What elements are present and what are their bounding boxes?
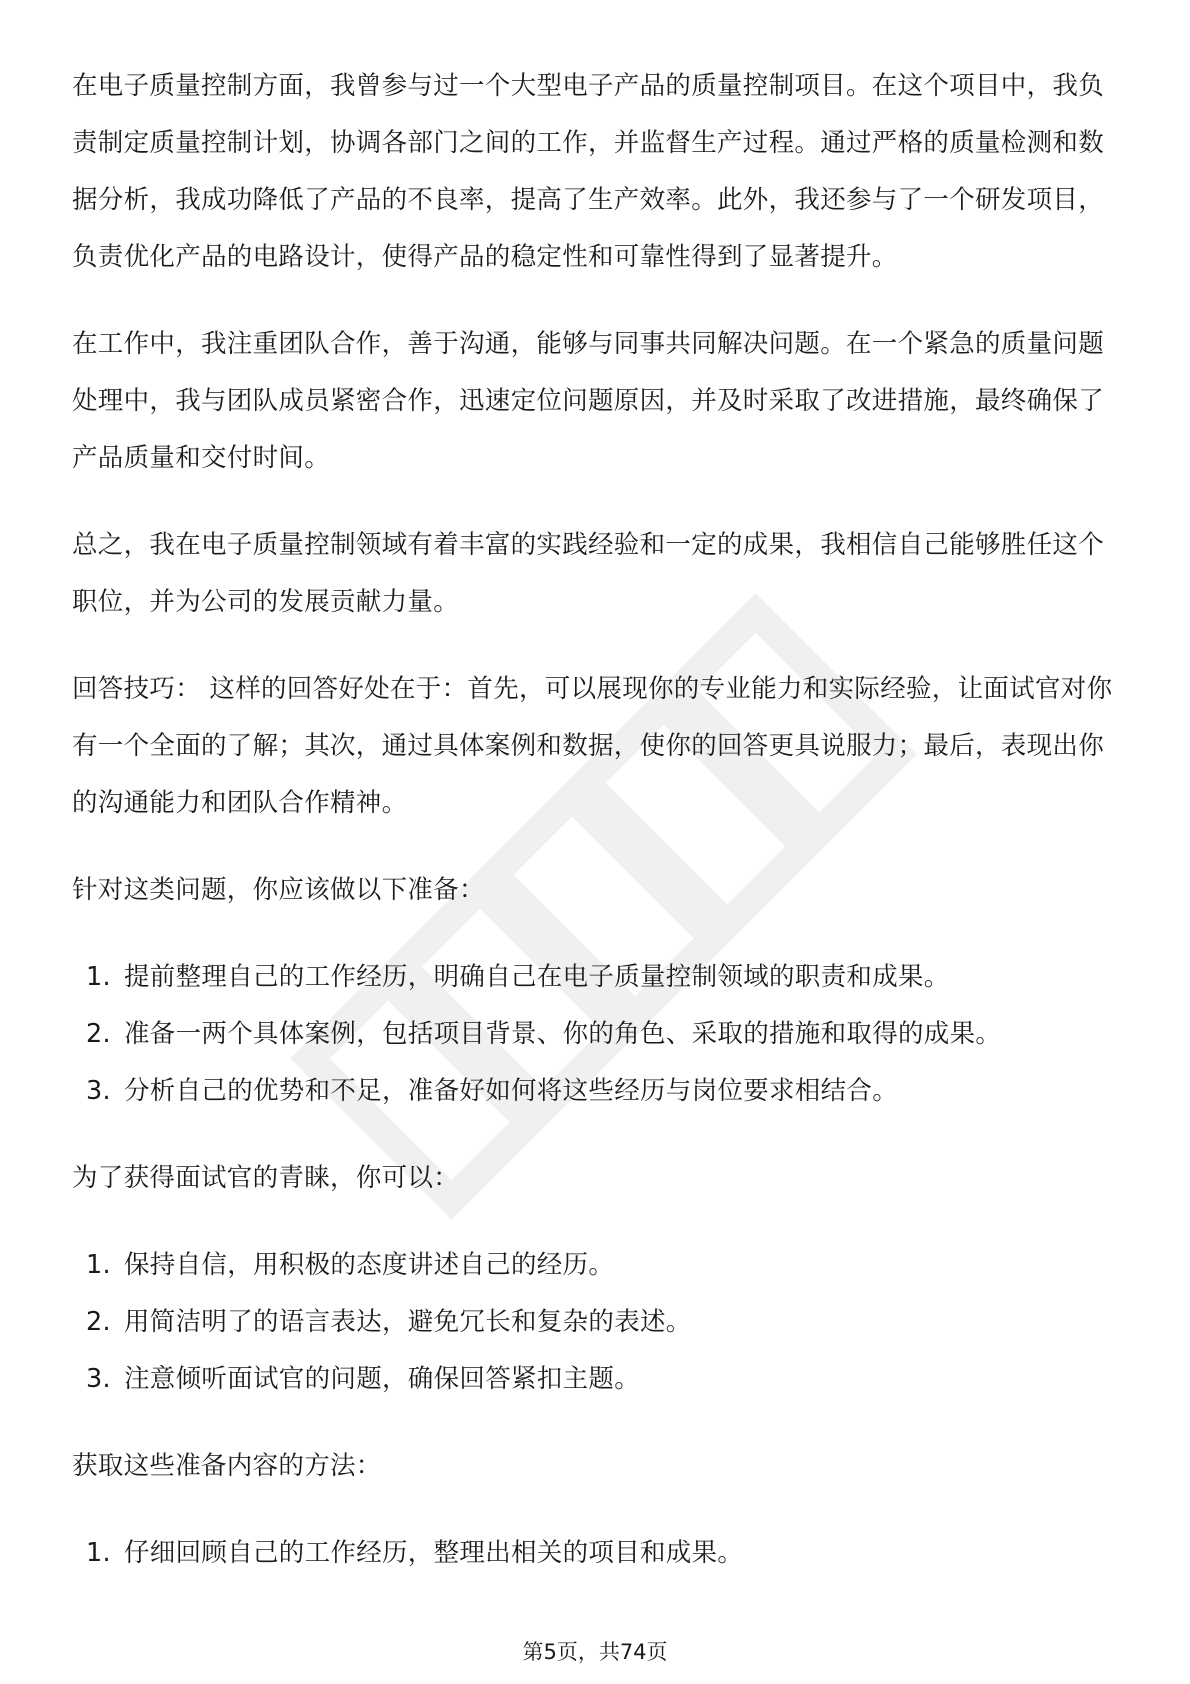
page-number-footer: 第5页，共74页: [522, 1640, 668, 1664]
list-item-text: 保持自信，用积极的态度讲述自己的经历。: [124, 1250, 615, 1280]
paragraph-summary: 总之，我在电子质量控制领域有着丰富的实践经验和一定的成果，我相信自己能够胜任这个职位，并为公司的发展贡献力量。: [72, 530, 1105, 617]
list-item-text: 分析自己的优势和不足，准备好如何将这些经历与岗位要求相结合。: [124, 1076, 899, 1106]
list-item-text: 用简洁明了的语言表达，避免冗长和复杂的表述。: [124, 1307, 692, 1337]
methods-list: [72, 1525, 1122, 1582]
paragraph-answer-tips: 回答技巧： 这样的回答好处在于：首先，可以展现你的专业能力和实际经验，让面试官对你有一个全面的了解；其次，通过具体案例和数据，使你的回答更具说服力；最后，表现出你的沟通能力和团队合作精神。: [72, 674, 1113, 818]
list-item-text: 准备一两个具体案例，包括项目背景、你的角色、采取的措施和取得的成果。: [124, 1019, 1002, 1049]
preparation-list: [72, 949, 1122, 1120]
list-number: 1.: [86, 1250, 111, 1280]
section-heading-impress: 为了获得面试官的青睐，你可以：: [72, 1163, 460, 1193]
list-item: [72, 1006, 1122, 1063]
paragraph-experience: 在电子质量控制方面，我曾参与过一个大型电子产品的质量控制项目。在这个项目中，我负责制定质量控制计划，协调各部门之间的工作，并监督生产过程。通过严格的质量检测和数据分析，我成功降低了产品的不良率，提高了生产效率。此外，我还参与了一个研发项目，负责优化产品的电路设计，使得产品的稳定性和可靠性得到了显著提升。: [72, 71, 1105, 272]
list-item: [72, 949, 1122, 1006]
list-item: [72, 1525, 1122, 1582]
list-number: 3.: [86, 1364, 111, 1394]
list-number: 1.: [86, 1538, 111, 1568]
list-item-text: 提前整理自己的工作经历，明确自己在电子质量控制领域的职责和成果。: [124, 962, 950, 992]
paragraph-teamwork: 在工作中，我注重团队合作，善于沟通，能够与同事共同解决问题。在一个紧急的质量问题处理中，我与团队成员紧密合作，迅速定位问题原因，并及时采取了改进措施，最终确保了产品质量和交付时间。: [72, 329, 1105, 473]
list-number: 2.: [86, 1019, 111, 1049]
impress-list: [72, 1237, 1122, 1408]
list-item: [72, 1063, 1122, 1120]
list-item: [72, 1237, 1122, 1294]
list-number: 3.: [86, 1076, 111, 1106]
document-body: [72, 58, 1122, 1612]
list-item: [72, 1351, 1122, 1408]
section-heading-methods: 获取这些准备内容的方法：: [72, 1451, 382, 1481]
section-heading-preparation: 针对这类问题，你应该做以下准备：: [72, 875, 485, 905]
list-item-text: 注意倾听面试官的问题，确保回答紧扣主题。: [124, 1364, 641, 1394]
list-item-text: 仔细回顾自己的工作经历，整理出相关的项目和成果。: [124, 1538, 744, 1568]
list-number: 2.: [86, 1307, 111, 1337]
list-number: 1.: [86, 962, 111, 992]
list-item: [72, 1294, 1122, 1351]
